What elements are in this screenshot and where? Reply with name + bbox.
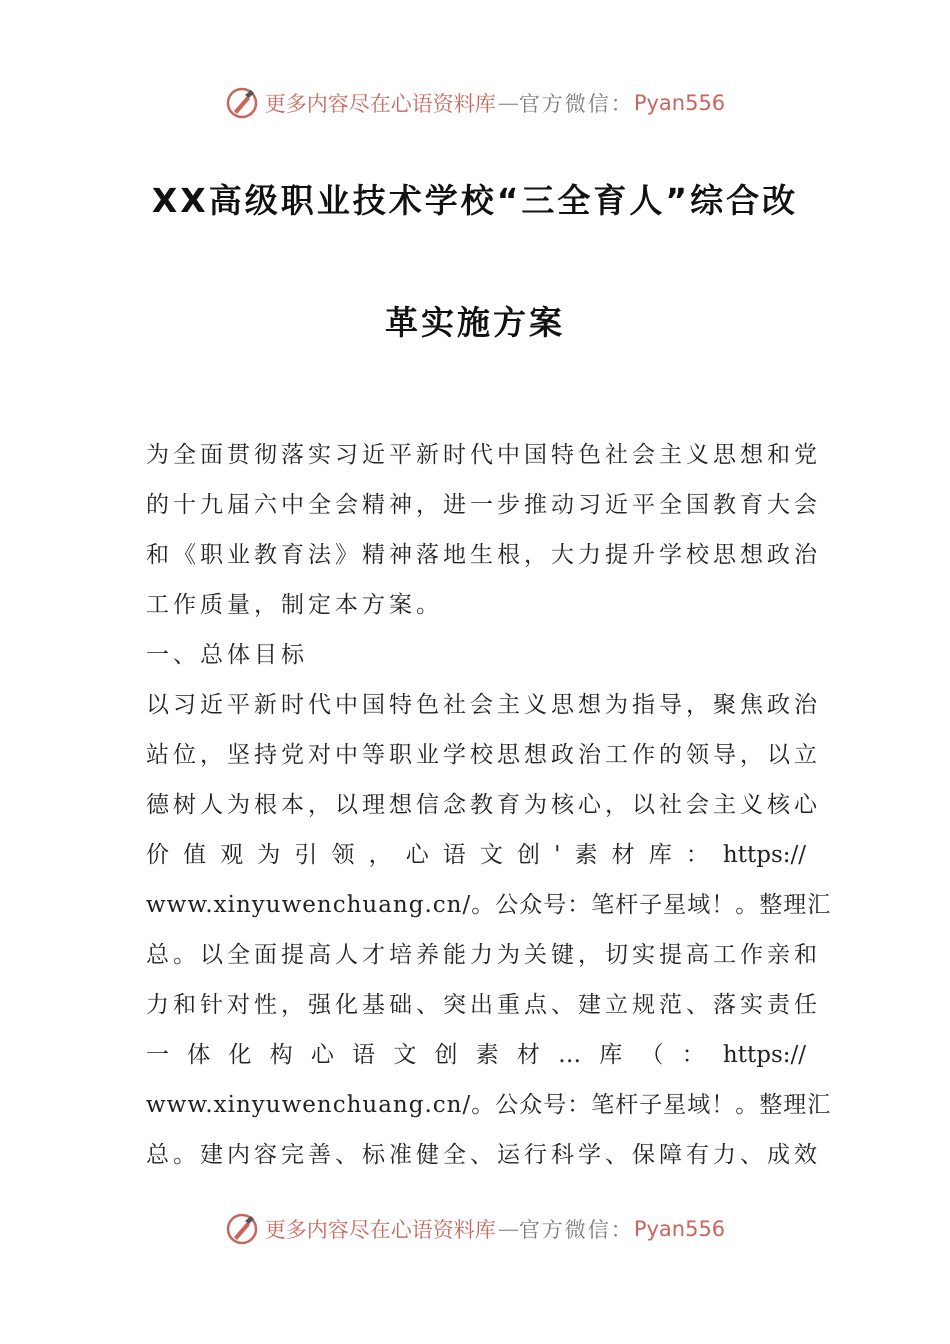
body-line: 总。建内容完善、标准健全、运行科学、保障有力、成效 (146, 1142, 821, 1168)
body-line: 站位，坚持党对中等职业学校思想政治工作的领导，以立 (146, 742, 821, 768)
body-line: 一体化构心语文创素材…库（：https:// (146, 1042, 806, 1068)
body-line: 总。以全面提高人才培养能力为关键，切实提高工作亲和 (146, 942, 821, 968)
banner-wechat-id: Pyan556 (633, 91, 726, 115)
banner-text: 更多内容尽在心语资料库 (264, 92, 496, 116)
body-line: 的十九届六中全会精神，进一步推动习近平全国教育大会 (146, 492, 821, 518)
banner-wechat-id: Pyan556 (633, 1217, 726, 1241)
document-body (146, 430, 832, 1180)
body-line: 以习近平新时代中国特色社会主义思想为指导，聚焦政治 (146, 692, 821, 718)
banner-dash: — (497, 91, 517, 115)
header-banner (0, 83, 950, 123)
document-title-line-2: 革实施方案 (385, 303, 565, 342)
pen-logo-icon (225, 1212, 259, 1246)
body-line: 为全面贯彻落实习近平新时代中国特色社会主义思想和党 (146, 442, 821, 468)
body-line: 工作质量，制定本方案。 (146, 592, 443, 618)
section-heading: 一、总体目标 (146, 642, 308, 668)
body-line: 德树人为根本，以理想信念教育为核心，以社会主义核心 (146, 792, 821, 818)
banner-dash: — (497, 1217, 517, 1241)
banner-wechat-label: 官方微信： (518, 1218, 634, 1242)
banner-wechat-label: 官方微信： (518, 92, 634, 116)
body-line: 价值观为引领，心语文创'素材库：https:// (146, 842, 806, 868)
body-line: 和《职业教育法》精神落地生根，大力提升学校思想政治 (146, 542, 821, 568)
banner-text: 更多内容尽在心语资料库 (264, 1218, 496, 1242)
footer-banner (0, 1209, 950, 1249)
pen-logo-icon (225, 86, 259, 120)
body-line: 力和针对性，强化基础、突出重点、建立规范、落实责任 (146, 992, 821, 1018)
body-line: www.xinyuwenchuang.cn/。公众号：笔杆子星域！。整理汇 (146, 1092, 832, 1118)
document-title-line-1: XX高级职业技术学校“三全育人”综合改 (151, 181, 799, 220)
body-line: www.xinyuwenchuang.cn/。公众号：笔杆子星域！。整理汇 (146, 892, 832, 918)
